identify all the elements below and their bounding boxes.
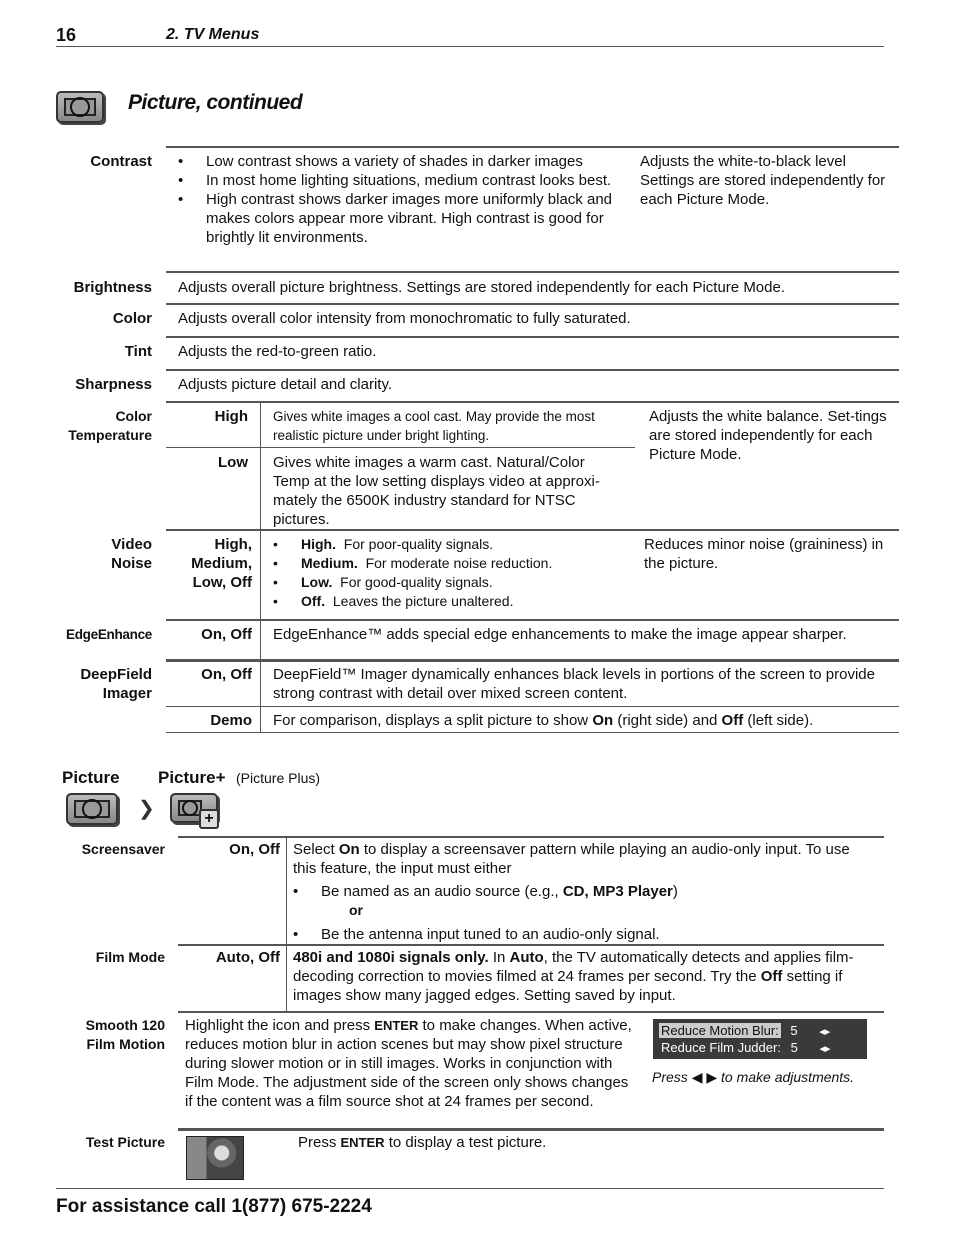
color-temp-note: Adjusts the white balance. Set-tings are stored independently for each Picture Mode. [649,408,887,463]
contrast-note: Adjusts the white-to-black level Settings are stored independently for each Picture Mode. [640,153,886,208]
demo-text: For comparison, displays a split picture to show On (right side) and Off (left side). [273,712,814,729]
screensaver-text: Select On to display a screensaver pattern while playing an audio-only input. To use this feature, the input must either [293,841,850,877]
screensaver-or: or [349,902,363,918]
video-noise-options: High, Medium, Low, Off [191,536,252,591]
osd-reduce-film-judder: Reduce Film Judder: [661,1040,781,1055]
sharpness-text: Adjusts picture detail and clarity. [178,376,392,393]
contrast-bullets [178,152,623,247]
color-temp-low-text: Gives white images a warm cast. Natural/Color Temp at the low setting displays video at approxi-mately the 6500K industry standard for NTSC pictures. [273,454,600,528]
color-temp-high-text: Gives white images a cool cast. May provide the most realistic picture under bright lighting. [273,409,595,443]
picture-plus-icon: + [170,793,218,823]
screensaver-label: Screensaver [81,841,165,857]
list-item: • Off. Leaves the picture unaltered. [273,592,633,611]
adjust-arrows-icon: ◂▸ [819,1043,831,1055]
video-noise-list [273,535,633,611]
picture-label: Picture [62,768,120,787]
demo-label: Demo [210,712,252,729]
color-text: Adjusts overall color intensity from monochromatic to fully saturated. [178,310,631,327]
brightness-label: Brightness [73,279,152,296]
page-number: 16 [56,25,77,45]
screensaver-options: On, Off [229,841,280,858]
color-temp-high-label: High [214,408,248,425]
edge-enhance-label: EdgeEnhance [66,627,152,642]
edge-enhance-text: EdgeEnhance™ adds special edge enhancements to make the image appear sharper. [273,626,847,643]
screensaver-bullet-2 [293,925,660,944]
screensaver-bullet-1 [293,882,678,901]
smooth120-press-note: Press ◀ ▶ to make adjustments. [652,1069,855,1085]
chevron-right-icon: ❯ [138,798,155,820]
test-picture-thumbnail [186,1136,244,1180]
list-item: • Low contrast shows a variety of shades in darker images [178,152,623,171]
video-noise-label: Video Noise [111,536,152,572]
list-item: • Be named as an audio source (e.g., CD, MP3 Player) [293,882,678,901]
list-item: • High contrast shows darker images more uniformly black and makes colors appear more vibrant. High contrast is good for brightly lit environments. [178,190,623,247]
brightness-text: Adjusts overall picture brightness. Settings are stored independently for each Picture Mode. [178,279,786,296]
video-noise-note: Reduces minor noise (graininess) in the picture. [644,536,884,572]
list-item: • Be the antenna input tuned to an audio-only signal. [293,925,660,944]
list-item: • In most home lighting situations, medium contrast looks best. [178,171,623,190]
list-item: • High. For poor-quality signals. [273,535,633,554]
list-item: • Low. For good-quality signals. [273,573,633,592]
smooth120-text: Highlight the icon and press ENTER to make changes. When active, reduces motion blur in action scenes but may show pixel structure during slower motion or in still images. Works in conjunction with Film Mode. The adjustment side of the screen only shows changes if the content was a film source shot at 24 frames per second. [185,1017,632,1110]
tint-text: Adjusts the red-to-green ratio. [178,343,377,360]
contrast-label: Contrast [90,153,152,170]
page-title: Picture, continued [128,91,303,114]
osd-reduce-motion-blur: Reduce Motion Blur: [661,1023,779,1038]
assistance-phone: For assistance call 1(877) 675-2224 [56,1196,372,1217]
film-mode-text: 480i and 1080i signals only. In Auto, the TV automatically detects and applies film-decoding correction to movies filmed at 24 frames per second. Try the Off setting if images show many jagged edges. Setting saved by input. [293,949,854,1004]
test-picture-label: Test Picture [85,1134,165,1150]
deepfield-text: DeepField™ Imager dynamically enhances black levels in portions of the screen to provide strong contrast with detail over mixed screen content. [273,666,875,702]
deepfield-label: DeepField Imager [80,666,152,702]
film-mode-options: Auto, Off [215,949,280,966]
test-picture-text: Press ENTER to display a test picture. [298,1134,547,1151]
deepfield-options: On, Off [201,666,252,683]
adjust-arrows-icon: ◂▸ [819,1026,831,1038]
smooth120-label: Smooth 120 Film Motion [85,1017,165,1052]
smooth120-osd: Reduce Motion Blur: 5 ◂▸ Reduce Film Judder: 5 ◂▸ [653,1019,867,1059]
left-right-arrows-icon: ◀ ▶ [691,1069,718,1085]
sharpness-label: Sharpness [75,376,152,393]
color-temp-label: Color Temperature [68,408,152,443]
film-mode-label: Film Mode [95,949,165,965]
picture-menu-icon [56,91,104,123]
color-label: Color [112,310,152,327]
picture-icon [66,793,118,825]
edge-enhance-options: On, Off [201,626,252,643]
color-temp-low-label: Low [218,454,248,471]
tint-label: Tint [124,343,152,360]
list-item: • Medium. For moderate noise reduction. [273,554,633,573]
section-title: 2. TV Menus [166,26,260,43]
picture-plus-heading: Picture+ (Picture Plus) [158,768,321,787]
